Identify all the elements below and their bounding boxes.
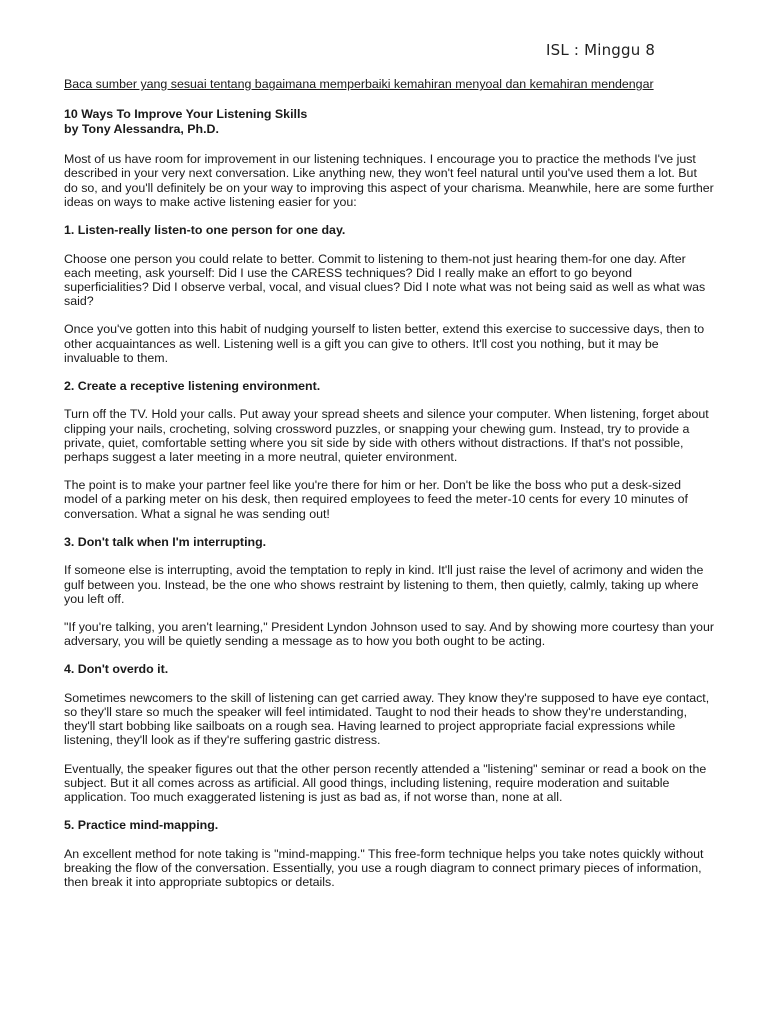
section-1-paragraph-2: Once you've gotten into this habit of nudging yourself to listen better, extend this exercise to successive days, then to other acquaintances as well. Listening well is a gift you can give to others. It'll cost you nothing, but it may be invaluable to them. — [64, 322, 705, 365]
section-2-paragraph-1: Turn off the TV. Hold your calls. Put away your spread sheets and silence your computer. When listening, forget about clipping your nails, crocheting, solving crossword puzzles, or snapping your chewing gum. Instead, try to provide a private, quiet, comfortable setting where you sit side by side with others without distractions. If that's not possible, perhaps suggest a later meeting in a more neutral, quieter environment. — [64, 407, 709, 465]
section-2-paragraph-2: The point is to make your partner feel like you're there for him or her. Don't be like the boss who put a desk-sized model of a parking meter on his desk, then required employees to feed the meter-10 cents for every 10 minutes of conversation. What a signal he was sending out! — [64, 478, 688, 521]
section-heading-1: 1. Listen-really listen-to one person for one day. — [64, 223, 346, 238]
section-3-paragraph-2: "If you're talking, you aren't learning," President Lyndon Johnson used to say. And by showing more courtesy than your adversary, you will be quietly sending a message as to how you both ought to be acting. — [64, 619, 714, 649]
section-heading-4: 4. Don't overdo it. — [64, 662, 169, 677]
section-4-paragraph-2: Eventually, the speaker figures out that the other person recently attended a "listening" seminar or read a book on the subject. But it all comes across as artificial. All good things, including listening, require moderation and suitable application. Too much exaggerated listening is just as bad as, if not worse than, none at all. — [64, 761, 707, 805]
article-author: by Tony Alessandra, Ph.D. — [64, 121, 219, 136]
course-label: ISL : Minggu 8 — [546, 41, 656, 59]
instruction-text: Baca sumber yang sesuai tentang bagaimana memperbaiki kemahiran menyoal dan kemahiran mendengar — [64, 77, 654, 91]
article-title: 10 Ways To Improve Your Listening Skills — [64, 107, 308, 122]
section-heading-5: 5. Practice mind-mapping. — [64, 818, 219, 833]
section-heading-3: 3. Don't talk when I'm interrupting. — [64, 534, 267, 549]
intro-paragraph: Most of us have room for improvement in our listening techniques. I encourage you to practice the methods I've just described in your very next conversation. Like anything new, they won't feel natural until you've used them a lot. But do so, and you'll definitely be on your way to improving this aspect of your charisma. Meanwhile, here are some further ideas on ways to make active listening easier for you: — [64, 152, 714, 209]
section-4-paragraph-1: Sometimes newcomers to the skill of listening can get carried away. They know they're supposed to have eye contact, so they'll stare so much the speaker will feel intimidated. Taught to nod their heads to show they're understanding, they'll start bobbing like sailboats on a rough sea. Having learned to project appropriate facial expressions while listening, they'll look as if they're suffering gastric distress. — [64, 690, 710, 748]
section-5-paragraph-1: An excellent method for note taking is "mind-mapping." This free-form technique helps you take notes quickly without breaking the flow of the conversation. Essentially, you use a rough diagram to connect primary pieces of information, then break it into appropriate subtopics or details. — [64, 846, 704, 890]
document-body — [64, 77, 714, 903]
section-heading-2: 2. Create a receptive listening environment. — [64, 378, 321, 393]
section-3-paragraph-1: If someone else is interrupting, avoid the temptation to reply in kind. It'll just raise the level of acrimony and widen the gulf between you. Instead, be the one who shows restraint by listening to them, then quietly, calmly, taking up where you left off. — [64, 563, 704, 606]
section-1-paragraph-1: Choose one person you could relate to better. Commit to listening to them-not just hearing them-for one day. After each meeting, ask yourself: Did I use the CARESS techniques? Did I really make an effort to go beyond superficialities? Did I observe verbal, vocal, and visual clues? Did I note what was not being said as well as what was said? — [64, 251, 706, 309]
article-title-block — [64, 107, 714, 136]
